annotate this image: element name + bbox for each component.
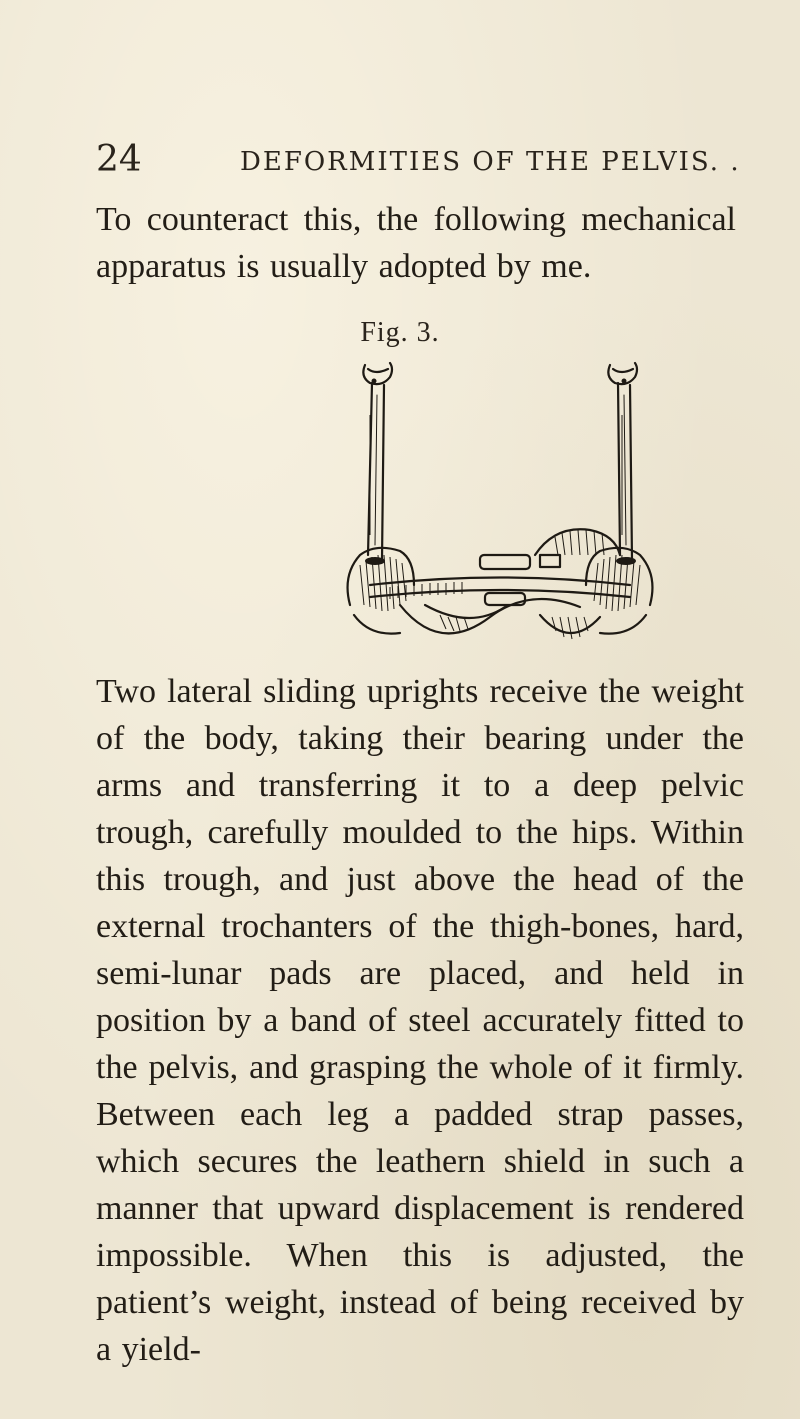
- pelvic-brace-illustration-icon: [330, 355, 670, 655]
- pelvic-brace-figure: [330, 355, 670, 655]
- main-paragraph: Two lateral sliding uprights receive the weight of the body, taking their bearing under the arms and transferring it to a deep pelvic trough, carefully moulded to the hips. Within this trough, and just above the head of the external trochanters of the thigh-bones, hard, semi-lunar pads are placed, and held in position by a band of steel accurately fitted to the pelvis, and grasping the whole of it firmly. Between each leg a padded strap passes, which secures the leathern shield in such a manner that upward displacement is rendered impossible. When this is adjusted, the patient’s weight, instead of being received by a yield-: [96, 673, 744, 1368]
- page-number: 24: [96, 139, 142, 180]
- intro-paragraph: To counteract this, the following mechanical apparatus is usually adopted by me.: [96, 201, 736, 285]
- figure-caption: Fig. 3.: [360, 317, 440, 348]
- running-head-title: DEFORMITIES OF THE PELVIS. .: [240, 147, 741, 177]
